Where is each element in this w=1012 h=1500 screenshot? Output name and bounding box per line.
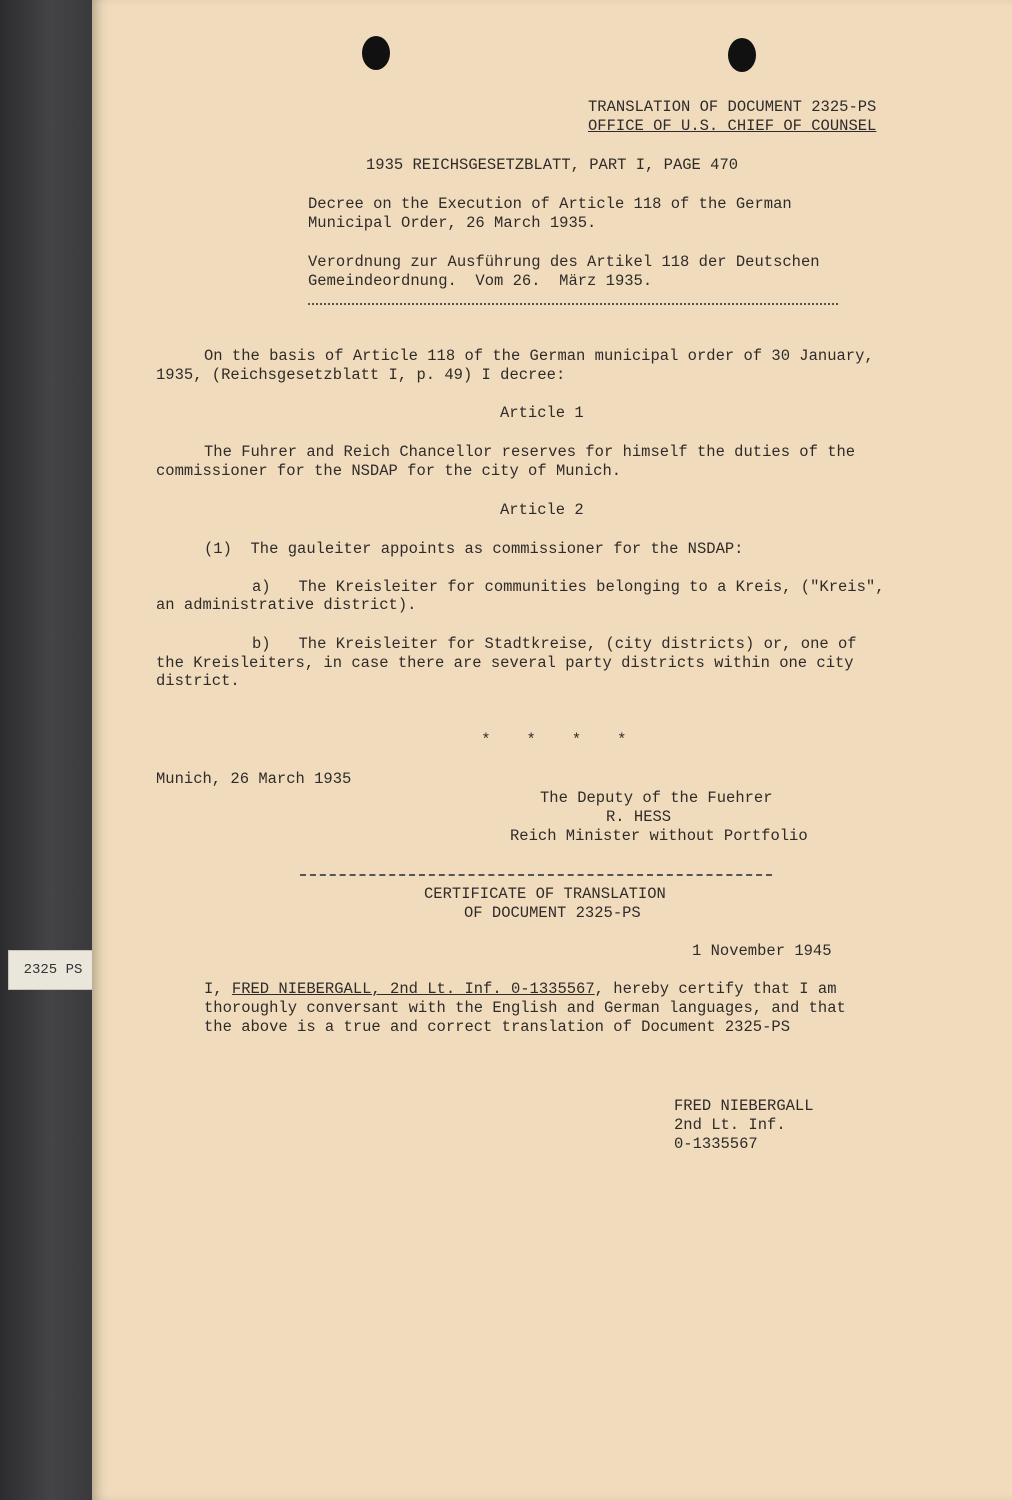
translator-rank: 2nd Lt. Inf. [674, 1116, 786, 1134]
star: * [526, 731, 536, 749]
certificate-title-line-2: OF DOCUMENT 2325-PS [464, 904, 641, 922]
source-citation: 1935 REICHSGESETZBLATT, PART I, PAGE 470 [366, 156, 739, 174]
certificate-date: 1 November 1945 [692, 942, 832, 960]
signature-name: R. HESS [606, 808, 672, 826]
star: * [481, 731, 491, 749]
document-page [92, 0, 1012, 1500]
preamble-line-1: On the basis of Article 118 of the German municipal order of 30 January, [204, 347, 874, 365]
certificate-body-prefix: I, [204, 980, 232, 998]
certificate-divider [300, 874, 772, 876]
article-2-item-b-line-2: the Kreisleiters, in case there are several party districts within one city [156, 654, 854, 672]
title-divider [308, 303, 838, 305]
translator-name: FRED NIEBERGALL [674, 1097, 814, 1115]
certificate-title-line-1: CERTIFICATE OF TRANSLATION [424, 885, 666, 903]
title-german-line-2: Gemeindeordnung. Vom 26. März 1935. [308, 272, 653, 290]
punch-hole-right [728, 38, 756, 72]
certificate-body-line-3: the above is a true and correct translation of Document 2325-PS [204, 1018, 790, 1036]
article-2-item-b-line-1: b) The Kreisleiter for Stadtkreise, (city districts) or, one of [252, 635, 857, 653]
translator-serial: 0-1335567 [674, 1135, 758, 1153]
title-english-line-1: Decree on the Execution of Article 118 of the German [308, 195, 792, 213]
article-2-clause-1: (1) The gauleiter appoints as commissioner for the NSDAP: [204, 540, 744, 558]
article-1-heading: Article 1 [500, 404, 584, 422]
certificate-translator-name: FRED NIEBERGALL, 2nd Lt. Inf. 0-1335567 [231, 980, 595, 998]
binder-edge [0, 0, 92, 1500]
title-english-line-2: Municipal Order, 26 March 1935. [308, 214, 597, 232]
punch-hole-left [362, 36, 390, 70]
signature-title: The Deputy of the Fuehrer [540, 789, 773, 807]
document-tab-label: 2325 PS [8, 950, 98, 990]
preamble-line-2: 1935, (Reichsgesetzblatt I, p. 49) I decree: [156, 366, 566, 384]
article-2-heading: Article 2 [500, 501, 584, 519]
article-1-line-2: commissioner for the NSDAP for the city of Munich. [156, 462, 622, 480]
header-line-2: OFFICE OF U.S. CHIEF OF COUNSEL [588, 117, 877, 135]
title-german-line-1: Verordnung zur Ausführung des Artikel 118 der Deutschen [308, 253, 820, 271]
star: * [617, 731, 627, 749]
article-2-item-a-line-1: a) The Kreisleiter for communities belonging to a Kreis, ("Kreis", [252, 578, 885, 596]
header-line-1: TRANSLATION OF DOCUMENT 2325-PS [588, 98, 877, 116]
place-date: Munich, 26 March 1935 [156, 770, 352, 788]
certificate-body-line-1 [204, 980, 837, 999]
star: * [571, 731, 582, 749]
certificate-body-rest: , hereby certify that I am [594, 980, 837, 998]
section-stars [444, 712, 662, 769]
article-2-item-a-line-2: an administrative district). [156, 596, 417, 614]
article-1-line-1: The Fuhrer and Reich Chancellor reserves for himself the duties of the [204, 443, 856, 461]
certificate-body-line-2: thoroughly conversant with the English and German languages, and that [204, 999, 846, 1017]
article-2-item-b-line-3: district. [156, 672, 240, 690]
signature-office: Reich Minister without Portfolio [510, 827, 808, 845]
